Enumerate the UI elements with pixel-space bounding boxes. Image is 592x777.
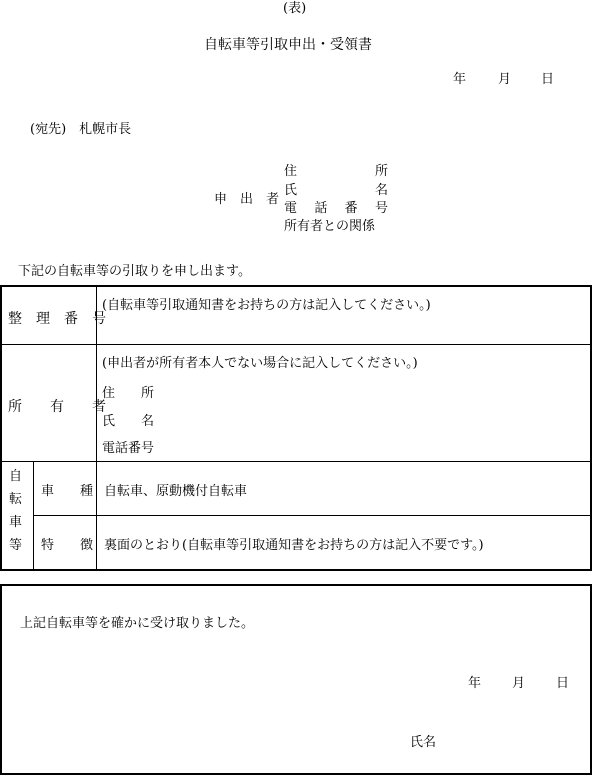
table-divider xyxy=(0,344,592,345)
vehicle-type-label: 車 種 xyxy=(41,484,94,499)
document-title: 自転車等引取申出・受領書 xyxy=(204,37,372,53)
vehicle-label-char: 転 xyxy=(9,492,23,507)
intro-text: 下記の自転車等の引取りを申し出ます。 xyxy=(18,264,251,279)
vehicle-feature-label: 特 徴 xyxy=(41,538,94,553)
table-divider xyxy=(96,287,97,570)
applicant-phone-char: 番 xyxy=(344,201,358,216)
date-day: 日 xyxy=(541,72,555,87)
vehicle-type-value: 自転車、原動機付自転車 xyxy=(104,484,248,499)
date-month: 月 xyxy=(498,72,512,87)
receipt-date-year: 年 xyxy=(468,676,482,691)
applicant-address-char: 住 xyxy=(284,164,298,179)
applicant-phone-char: 電 xyxy=(284,201,298,216)
owner-address-label: 住 所 xyxy=(102,386,155,401)
applicant-phone-char: 号 xyxy=(374,201,388,216)
owner-phone-label: 電話番号 xyxy=(102,441,155,456)
table-divider xyxy=(33,461,34,570)
vehicle-label-char: 車 xyxy=(9,515,23,530)
applicant-name-field xyxy=(284,179,388,198)
receipt-name-label: 氏名 xyxy=(410,735,437,750)
table-divider xyxy=(0,461,592,462)
owner-name-label: 氏 名 xyxy=(102,414,155,429)
applicant-relationship-field: 所有者との関係 xyxy=(284,219,376,234)
vehicle-label-char: 自 xyxy=(9,469,23,484)
applicant-address-char: 所 xyxy=(374,164,388,179)
vehicle-label xyxy=(9,468,22,555)
receipt-text: 上記自転車等を確かに受け取りました。 xyxy=(20,616,255,631)
applicant-phone-char: 話 xyxy=(314,201,328,216)
applicant-label: 申 出 者 xyxy=(214,192,280,207)
applicant-name-char: 氏 xyxy=(284,183,298,198)
owner-label: 所 有 者 xyxy=(8,399,106,415)
applicant-phone-field xyxy=(284,197,388,216)
reference-number-note: (自転車等引取通知書をお持ちの方は記入してください。) xyxy=(102,298,431,313)
vehicle-label-char: 等 xyxy=(9,538,23,553)
date-year: 年 xyxy=(453,72,467,87)
side-label: (表) xyxy=(283,1,307,16)
addressee: (宛先) 札幌市長 xyxy=(30,122,132,137)
owner-note: (申出者が所有者本人でない場合に記入してください。) xyxy=(102,356,418,371)
applicant-address-field xyxy=(284,160,388,179)
vehicle-feature-value: 裏面のとおり(自転車等引取通知書をお持ちの方は記入不要です。) xyxy=(104,538,484,553)
reference-number-label: 整 理 番 号 xyxy=(8,311,106,327)
table-divider xyxy=(33,515,592,516)
applicant-name-char: 名 xyxy=(374,183,388,198)
receipt-date-month: 月 xyxy=(512,676,526,691)
receipt-date-day: 日 xyxy=(556,676,570,691)
